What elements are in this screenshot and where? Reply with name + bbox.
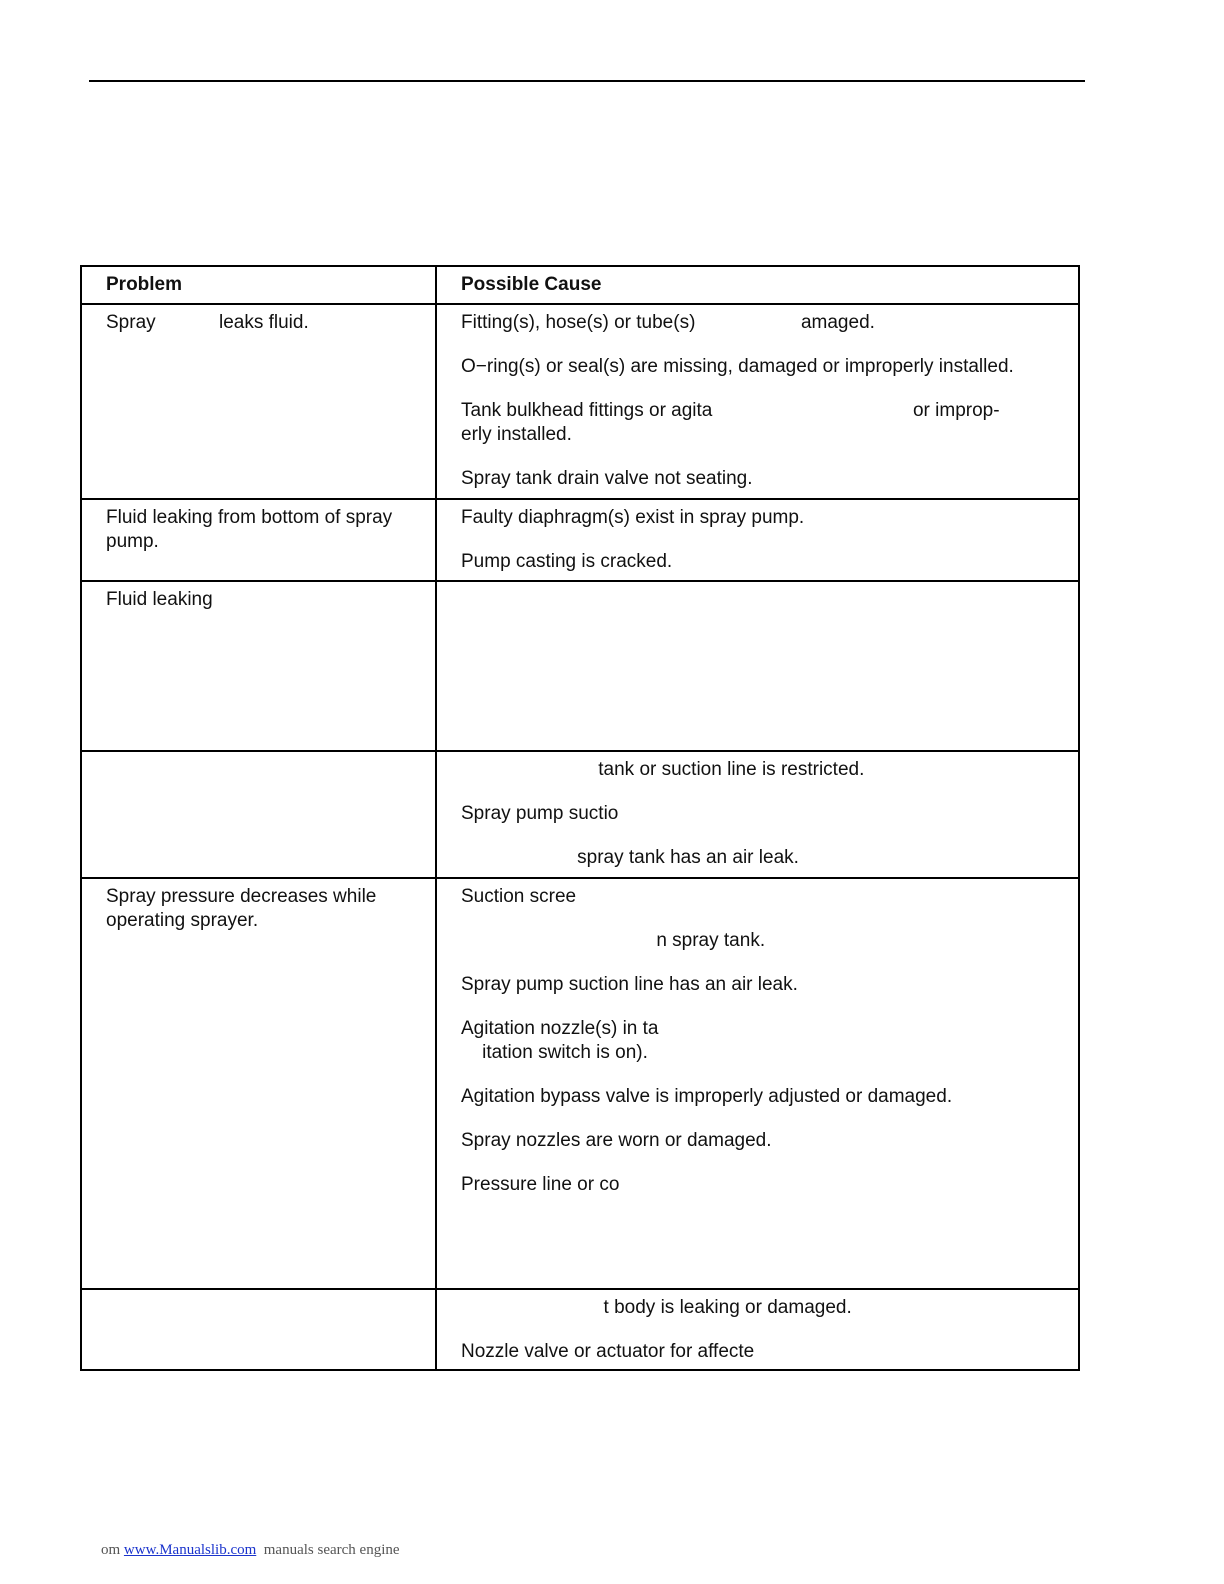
- cause-text: Spray pump suctio: [461, 803, 619, 824]
- problem-cell: [81, 304, 436, 499]
- cause-text: Fitting(s), hose(s) or tube(s) amaged.: [461, 312, 875, 333]
- cause-cell: [436, 304, 1079, 499]
- cause-text: Agitation bypass valve is improperly adjusted or damaged.: [461, 1086, 953, 1107]
- problem-text: Spray leaks fluid.: [106, 312, 309, 333]
- problem-text: Fluid leaking: [106, 589, 213, 610]
- cause-text: Spray pump suction line has an air leak.: [461, 974, 798, 995]
- cause-text: n spray tank.: [461, 930, 766, 951]
- problem-cell: [81, 1289, 436, 1370]
- cause-text: Agitation nozzle(s) in ta itation switch is on).: [461, 1018, 659, 1063]
- problem-cell: [81, 878, 436, 1289]
- cause-text: t body is leaking or damaged.: [461, 1297, 852, 1318]
- footer-prefix: om: [101, 1542, 124, 1558]
- problem-header: Problem: [81, 266, 436, 304]
- table-row: [81, 304, 1079, 499]
- cause-text: Pressure line or co: [461, 1174, 620, 1195]
- table-row: [81, 581, 1079, 751]
- problem-text: Fluid leaking from bottom of spray pump.: [106, 507, 393, 552]
- cause-cell: [436, 1289, 1079, 1370]
- cause-text: Pump casting is cracked.: [461, 551, 673, 572]
- cause-cell: [436, 499, 1079, 581]
- table-header-row: [81, 266, 1079, 304]
- cause-text: Faulty diaphragm(s) exist in spray pump.: [461, 507, 805, 528]
- troubleshooting-table: [80, 265, 1080, 1371]
- cause-text: Spray nozzles are worn or damaged.: [461, 1130, 772, 1151]
- cause-text: tank or suction line is restricted.: [461, 759, 865, 780]
- top-rule: [89, 80, 1085, 82]
- cause-text: Nozzle valve or actuator for affecte: [461, 1341, 755, 1362]
- problem-cell: [81, 581, 436, 751]
- cause-text: Spray tank drain valve not seating.: [461, 468, 753, 489]
- cause-text: Tank bulkhead fittings or agita or improp- erly installed.: [461, 400, 1000, 445]
- cause-text: Suction scree: [461, 886, 577, 907]
- manualslib-link[interactable]: www.Manualslib.com: [123, 1542, 257, 1558]
- problem-text: Spray pressure decreases while operating sprayer.: [106, 886, 377, 931]
- table-row: [81, 1289, 1079, 1370]
- table-row: [81, 751, 1079, 878]
- table-row: [81, 878, 1079, 1289]
- footer-suffix: manuals search engine: [256, 1542, 400, 1558]
- cause-cell: [436, 878, 1079, 1289]
- cause-header: Possible Cause: [436, 266, 1079, 304]
- table-row: [81, 499, 1079, 581]
- problem-cell: [81, 751, 436, 878]
- footer: [101, 1542, 400, 1559]
- cause-text: spray tank has an air leak.: [461, 847, 799, 868]
- cause-cell: [436, 581, 1079, 751]
- cause-text: O−ring(s) or seal(s) are missing, damaged or improperly installed.: [461, 356, 1014, 377]
- cause-cell: [436, 751, 1079, 878]
- problem-cell: [81, 499, 436, 581]
